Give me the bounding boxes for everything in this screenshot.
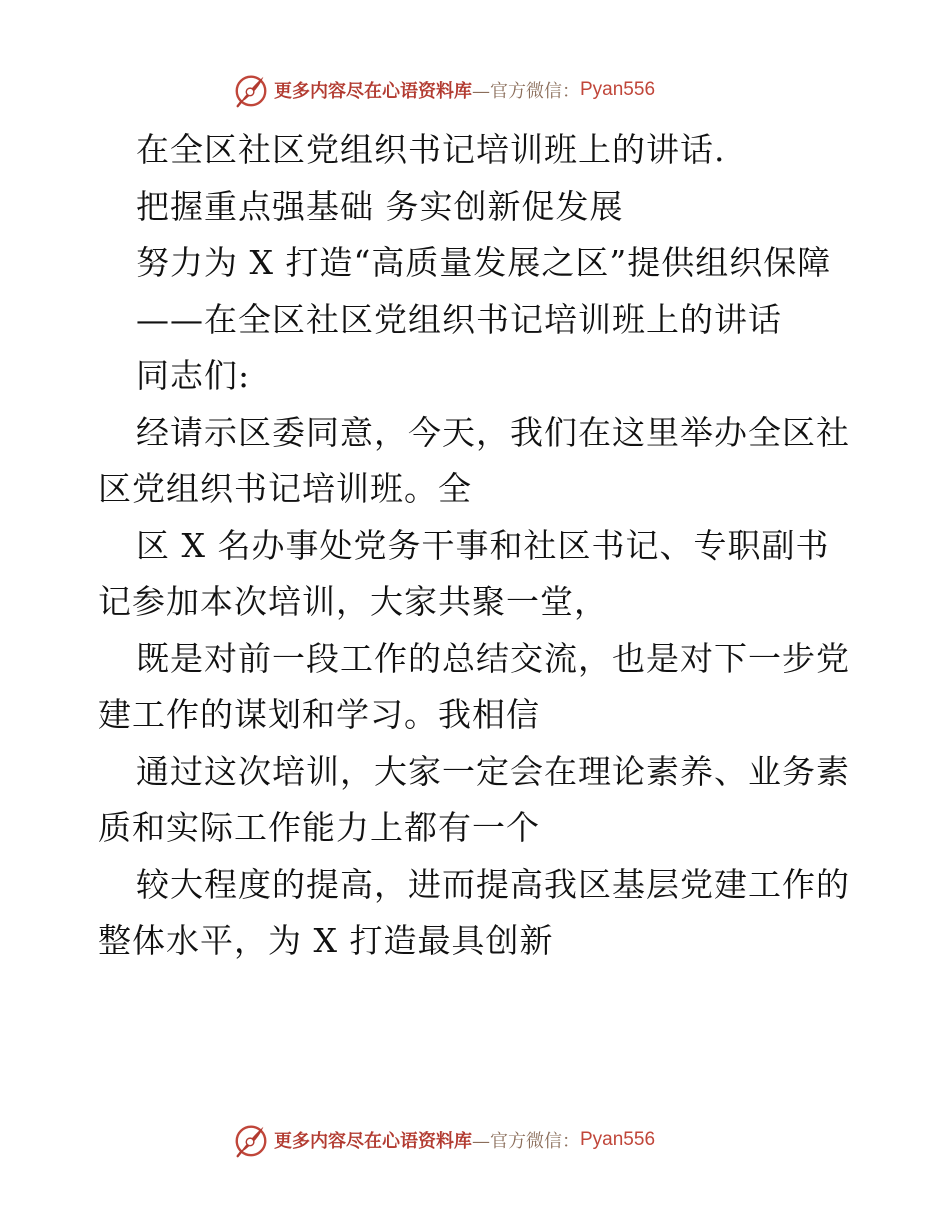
document-byline: ——在全区社区党组织书记培训班上的讲话 — [136, 299, 782, 339]
banner-wechat-label: —官方微信： — [472, 1131, 580, 1152]
document-paragraph: 既是对前一段工作的总结交流，也是对下一步党建工作的谋划和学习。我相信 — [98, 638, 850, 734]
document-paragraph: 较大程度的提高，进而提高我区基层党建工作的整体水平，为 X 打造最具创新 — [98, 864, 850, 960]
document-paragraph: 区 X 名办事处党务干事和社区书记、专职副书记参加本次培训，大家共聚一堂， — [98, 525, 830, 621]
document-body — [98, 122, 858, 970]
header-banner — [232, 70, 752, 110]
footer-banner — [232, 1120, 752, 1160]
document-paragraph: 经请示区委同意，今天，我们在这里举办全区社区党组织书记培训班。全 — [98, 412, 850, 508]
banner-wechat-label: —官方微信： — [472, 81, 580, 102]
document-paragraph: 在全区社区党组织书记培训班上的讲话. — [136, 130, 726, 169]
banner-main-text: 更多内容尽在心语资料库 — [274, 1131, 472, 1152]
document-subtitle: 努力为 X 打造“高质量发展之区”提供组织保障 — [136, 243, 832, 282]
banner-main-text: 更多内容尽在心语资料库 — [274, 81, 472, 102]
document-title: 把握重点强基础 务实创新促发展 — [136, 186, 624, 226]
quill-pen-logo-icon — [232, 71, 270, 109]
document-paragraph: 通过这次培训，大家一定会在理论素养、业务素质和实际工作能力上都有一个 — [98, 751, 850, 847]
banner-wechat-id: Pyan556 — [580, 79, 656, 100]
quill-pen-logo-icon — [232, 1121, 270, 1159]
document-salutation: 同志们: — [136, 356, 251, 395]
banner-wechat-id: Pyan556 — [580, 1129, 656, 1150]
